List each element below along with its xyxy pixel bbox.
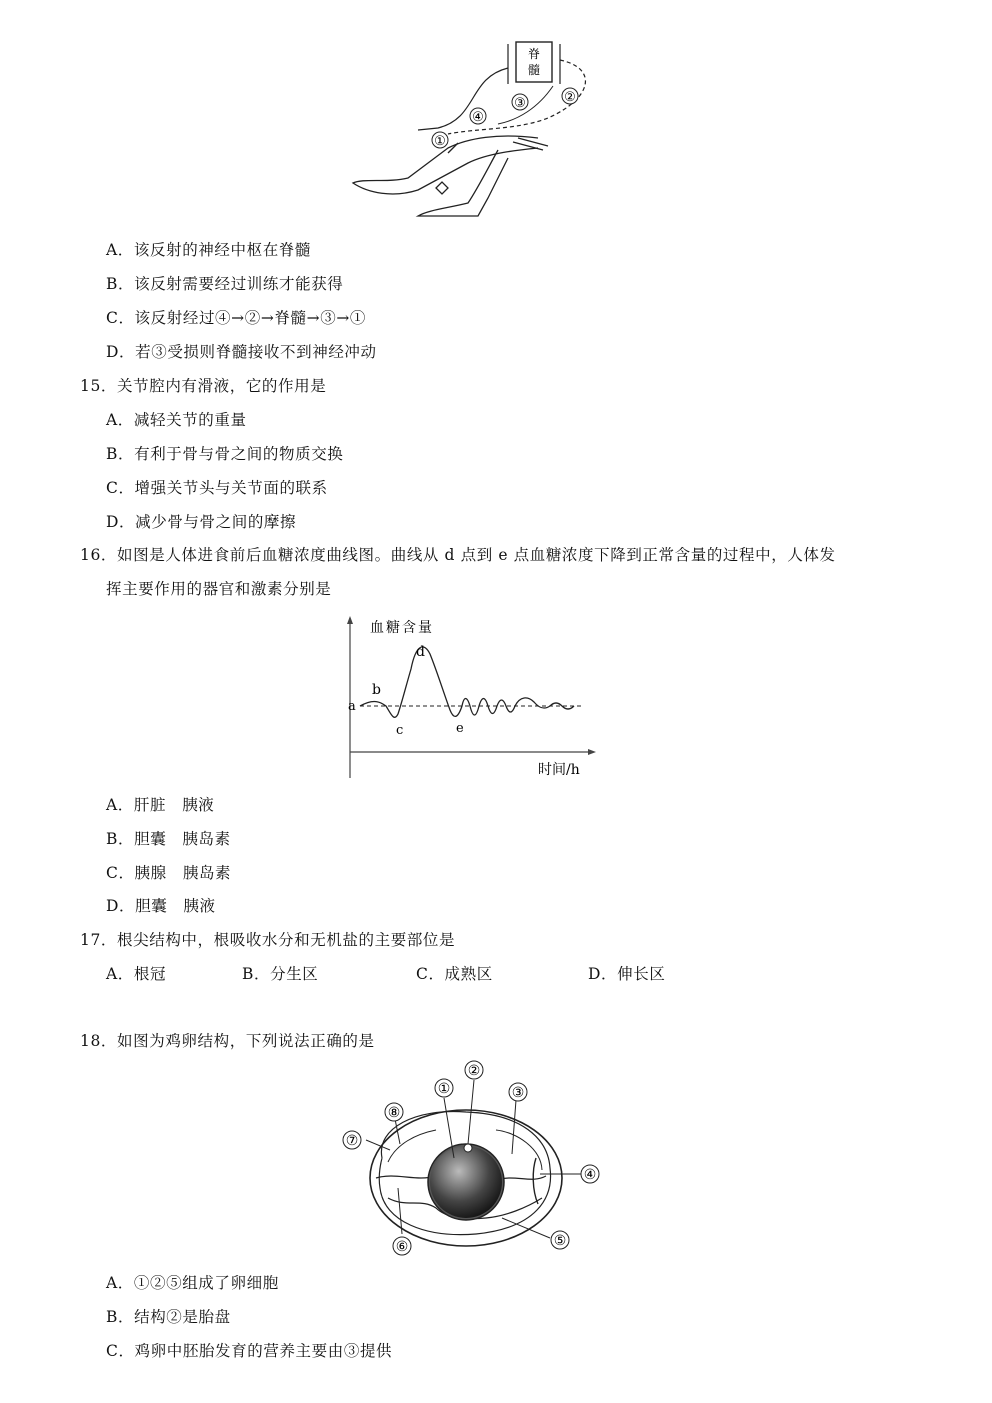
q15-option-c[interactable]: C．增强关节头与关节面的联系 (106, 479, 328, 497)
egg-label-8: ⑧ (387, 1105, 401, 1121)
q17-option-b[interactable]: B．分生区 (242, 965, 319, 983)
q18-stem: 18．如图为鸡卵结构，下列说法正确的是 (80, 1032, 375, 1050)
chart-label-e: e (456, 721, 464, 736)
egg-label-6: ⑥ (395, 1239, 409, 1255)
egg-label-7: ⑦ (345, 1133, 359, 1149)
q16-option-a[interactable]: A．肝脏 胰液 (106, 796, 215, 814)
reflex-label-2: ② (564, 90, 576, 105)
q16-option-b[interactable]: B．胆囊 胰岛素 (106, 830, 231, 848)
q15-option-b[interactable]: B．有利于骨与骨之间的物质交换 (106, 445, 344, 463)
q14-option-c[interactable]: C．该反射经过④→②→脊髓→③→① (106, 309, 367, 327)
leg-drawing (353, 136, 548, 216)
q14-option-d[interactable]: D．若③受损则脊髓接收不到神经冲动 (106, 343, 377, 361)
chart-label-d: d (416, 644, 425, 660)
chicken-egg-figure (336, 1058, 606, 1260)
germinal-disc (464, 1144, 472, 1152)
egg-label-1: ① (437, 1081, 451, 1097)
q17-option-c[interactable]: C．成熟区 (416, 965, 493, 983)
q14-option-a[interactable]: A．该反射的神经中枢在脊髓 (106, 241, 311, 259)
chart-ylabel: 血糖含量 (370, 620, 434, 636)
chart-label-b: b (372, 682, 381, 698)
chart-xlabel: 时间/h (538, 762, 580, 778)
spine-label-bottom: 髓 (527, 63, 541, 77)
reflex-label-1: ① (434, 134, 446, 149)
q15-option-a[interactable]: A．减轻关节的重量 (106, 411, 247, 429)
egg-label-5: ⑤ (553, 1233, 567, 1249)
q17-stem: 17．根尖结构中，根吸收水分和无机盐的主要部位是 (80, 931, 456, 949)
spine-label-top: 脊 (527, 47, 541, 61)
q17-option-a[interactable]: A．根冠 (106, 965, 167, 983)
egg-label-3: ③ (511, 1085, 525, 1101)
egg-label-2: ② (467, 1063, 481, 1079)
q16-stem-line2: 挥主要作用的器官和激素分别是 (106, 580, 332, 598)
egg-label-4: ④ (583, 1167, 597, 1183)
q18-option-a[interactable]: A．①②⑤组成了卵细胞 (106, 1274, 279, 1292)
chart-label-c: c (396, 723, 404, 738)
spinal-cord-section (508, 42, 560, 84)
q16-stem-line1: 16．如图是人体进食前后血糖浓度曲线图。曲线从 d 点到 e 点血糖浓度下降到正常含量的过程中，人体发 (80, 546, 836, 564)
blood-sugar-chart (346, 614, 598, 780)
q18-option-b[interactable]: B．结构②是胎盘 (106, 1308, 231, 1326)
reflex-arc-figure (348, 38, 608, 220)
q16-option-d[interactable]: D．胆囊 胰液 (106, 897, 216, 915)
q15-stem: 15．关节腔内有滑液，它的作用是 (80, 377, 327, 395)
q15-option-d[interactable]: D．减少骨与骨之间的摩擦 (106, 513, 297, 531)
q14-option-b[interactable]: B．该反射需要经过训练才能获得 (106, 275, 344, 293)
q18-option-c[interactable]: C．鸡卵中胚胎发育的营养主要由③提供 (106, 1342, 393, 1360)
q16-option-c[interactable]: C．胰腺 胰岛素 (106, 864, 232, 882)
reflex-label-4: ④ (472, 110, 484, 125)
reflex-label-3: ③ (514, 96, 526, 111)
q17-option-d[interactable]: D．伸长区 (588, 965, 666, 983)
chart-label-a: a (348, 699, 356, 714)
